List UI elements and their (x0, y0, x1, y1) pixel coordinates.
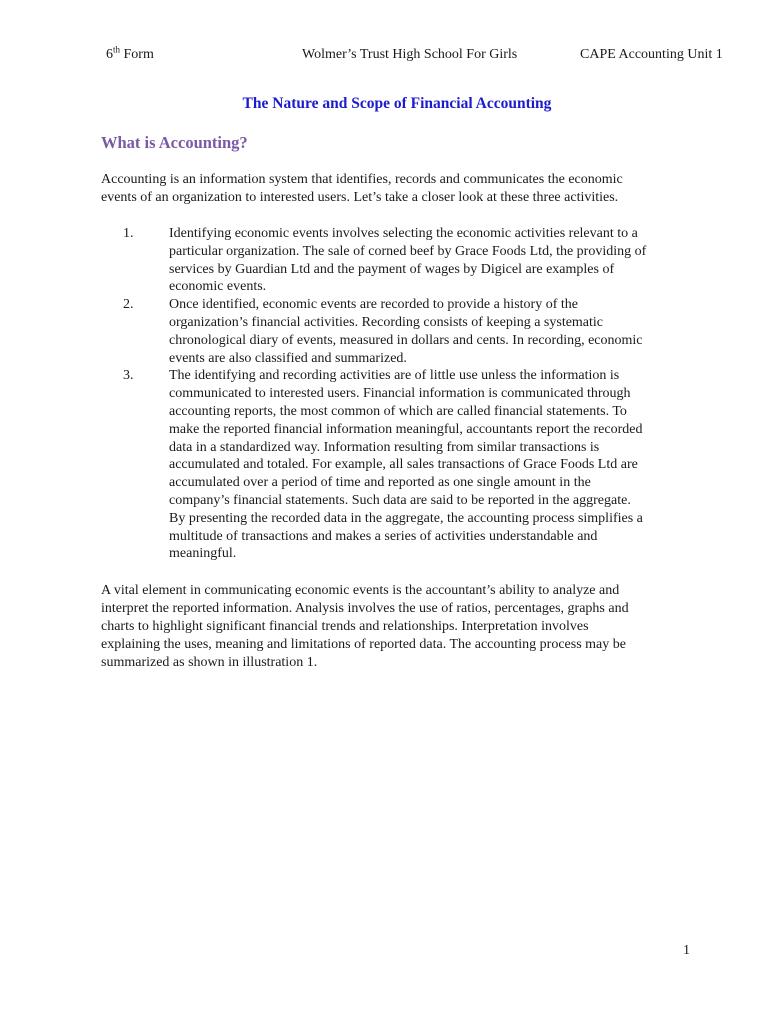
numbered-list (0, 225, 768, 563)
list-item-line: organization’s financial activities. Recording consists of keeping a systematic (169, 314, 604, 330)
intro-line: Accounting is an information system that identifies, records and communicates the economic (101, 172, 623, 187)
list-item-line: The identifying and recording activities are of little use unless the information is (169, 368, 620, 384)
list-item-number: 2. (123, 297, 134, 313)
header-form-label: Form (123, 47, 154, 62)
list-item (0, 367, 768, 563)
closing-line: summarized as shown in illustration 1. (101, 655, 318, 670)
list-item-text (169, 225, 699, 296)
list-item-line: services by Guardian Ltd and the payment of wages by Digicel are examples of (169, 261, 615, 277)
list-item-line: accumulated over a period of time and reported as one single amount in the (169, 475, 591, 491)
list-item-line: multitude of transactions and makes a series of activities understandable and (169, 528, 598, 544)
header-course: CAPE Accounting Unit 1 (580, 47, 723, 62)
list-item-line: accounting reports, the most common of which are called financial statements. To (169, 403, 627, 419)
header-form-superscript: th (113, 44, 121, 55)
list-item-line: economic events. (169, 279, 267, 295)
list-item-line: make the reported financial information meaningful, accountants report the recorded (169, 421, 643, 437)
closing-paragraph (101, 582, 691, 672)
list-item-line: particular organization. The sale of corned beef by Grace Foods Ltd, the providing of (169, 243, 647, 259)
header-form-number: 6 (106, 47, 113, 62)
closing-line: charts to highlight significant financial trends and relationships. Interpretation involves (101, 619, 589, 634)
list-item-line: By presenting the recorded data in the aggregate, the accounting process simplifies a (169, 510, 643, 526)
intro-line: events of an organization to interested users. Let’s take a closer look at these three activities. (101, 190, 619, 205)
list-item (0, 296, 768, 367)
list-item-line: Identifying economic events involves selecting the economic activities relevant to a (169, 226, 638, 241)
list-item (0, 225, 768, 296)
list-item-line: meaningful. (169, 546, 237, 562)
closing-line: explaining the uses, meaning and limitations of reported data. The accounting process may be (101, 637, 626, 652)
list-item-line: communicated to interested users. Financial information is communicated through (169, 386, 631, 402)
list-item-line: chronological diary of events, measured in dollars and cents. In recording, economic (169, 332, 643, 348)
header-form (106, 44, 154, 63)
list-item-line: data in a standardized way. Information resulting from similar transactions is (169, 439, 600, 455)
list-item-number: 1. (123, 226, 134, 241)
intro-paragraph (101, 171, 691, 207)
page-number: 1 (683, 943, 690, 958)
list-item-line: company’s financial statements. Such data are said to be reported in the aggregate. (169, 492, 631, 508)
section-heading: What is Accounting? (101, 133, 248, 152)
header-school: Wolmer’s Trust High School For Girls (302, 47, 518, 62)
list-item-line: events are also classified and summarized. (169, 350, 407, 366)
document-title: The Nature and Scope of Financial Accounting (242, 95, 552, 112)
list-item-text (169, 367, 699, 563)
list-item-text (169, 296, 699, 367)
closing-line: A vital element in communicating economic events is the accountant’s ability to analyze and (101, 583, 620, 598)
list-item-line: Once identified, economic events are recorded to provide a history of the (169, 297, 578, 313)
list-item-line: accumulated and totaled. For example, all sales transactions of Grace Foods Ltd are (169, 457, 638, 473)
page-header (0, 44, 768, 67)
closing-line: interpret the reported information. Analysis involves the use of ratios, percentages, graphs and (101, 601, 629, 616)
list-item-number: 3. (123, 368, 134, 384)
